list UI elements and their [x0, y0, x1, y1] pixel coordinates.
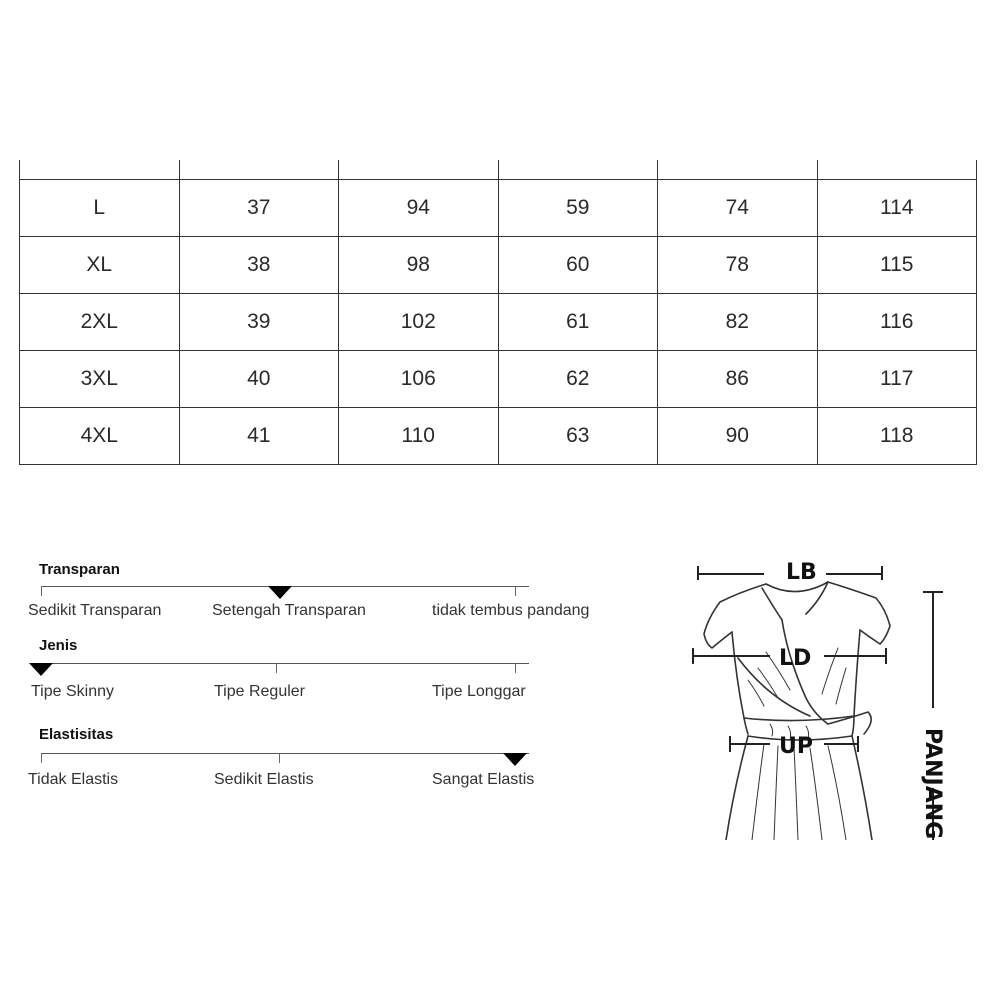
table-cell: 90 — [658, 408, 818, 465]
table-cell — [179, 160, 339, 180]
scale-line — [41, 753, 529, 754]
scale-title: Jenis — [39, 637, 78, 654]
selected-marker-icon — [268, 586, 292, 599]
table-cell: 74 — [658, 180, 818, 237]
table-cell — [498, 160, 658, 180]
table-cell: 82 — [658, 294, 818, 351]
shoulder-width-label: LB — [786, 560, 817, 585]
table-row — [20, 408, 977, 465]
table-cell: 116 — [817, 294, 977, 351]
table-cell: 60 — [498, 237, 658, 294]
table-cell — [339, 160, 499, 180]
table-row — [20, 180, 977, 237]
waist-width-label: UP — [779, 734, 813, 759]
chest-width-label: LD — [779, 646, 812, 671]
size-chart-table — [19, 160, 977, 465]
table-cell: 62 — [498, 351, 658, 408]
scale-option: Sangat Elastis — [432, 771, 535, 788]
size-label-cell: 4XL — [20, 408, 180, 465]
scale-title: Transparan — [39, 561, 120, 578]
table-cell: 41 — [179, 408, 339, 465]
length-label: PANJANG — [920, 728, 945, 840]
table-cell: 78 — [658, 237, 818, 294]
table-cell: 115 — [817, 237, 977, 294]
table-cell: 86 — [658, 351, 818, 408]
scale-option: Setengah Transparan — [212, 602, 366, 619]
table-cell: 114 — [817, 180, 977, 237]
scale-tick — [515, 663, 516, 673]
scale-tick — [276, 663, 277, 673]
scale-option: tidak tembus pandang — [432, 602, 590, 619]
transparency-scale — [28, 561, 618, 623]
dress-measurement-diagram — [678, 548, 950, 840]
size-label-cell: L — [20, 180, 180, 237]
table-cell: 61 — [498, 294, 658, 351]
table-cell — [817, 160, 977, 180]
selected-marker-icon — [503, 753, 527, 766]
scale-tick — [41, 753, 42, 763]
table-cell: 59 — [498, 180, 658, 237]
table-row — [20, 237, 977, 294]
size-label-cell: XL — [20, 237, 180, 294]
measurement-guides — [693, 566, 943, 840]
table-row — [20, 294, 977, 351]
table-cell: 37 — [179, 180, 339, 237]
table-cell: 94 — [339, 180, 499, 237]
scale-option: Tipe Reguler — [214, 683, 306, 700]
table-row — [20, 351, 977, 408]
scale-option: Tipe Skinny — [31, 683, 114, 700]
table-cell: 39 — [179, 294, 339, 351]
elasticity-scale — [28, 726, 618, 792]
scale-option: Sedikit Elastis — [214, 771, 314, 788]
table-cell: 117 — [817, 351, 977, 408]
scale-line — [41, 663, 529, 664]
scale-option: Sedikit Transparan — [28, 602, 162, 619]
size-label-cell: 3XL — [20, 351, 180, 408]
scale-tick — [279, 753, 280, 763]
table-cell: 98 — [339, 237, 499, 294]
scale-title: Elastisitas — [39, 726, 114, 743]
fit-type-scale — [28, 637, 618, 703]
table-cell: 106 — [339, 351, 499, 408]
table-cell: 110 — [339, 408, 499, 465]
table-cell: 118 — [817, 408, 977, 465]
table-cell: 40 — [179, 351, 339, 408]
table-cell — [658, 160, 818, 180]
scale-option: Tidak Elastis — [28, 771, 119, 788]
scale-tick — [515, 586, 516, 596]
table-row-cropped-header — [20, 160, 977, 180]
size-label-cell: 2XL — [20, 294, 180, 351]
dress-sketch-icon — [704, 582, 890, 840]
table-cell: 38 — [179, 237, 339, 294]
table-cell: 63 — [498, 408, 658, 465]
table-cell — [20, 160, 180, 180]
scale-option: Tipe Longgar — [432, 683, 526, 700]
scale-tick — [41, 586, 42, 596]
table-cell: 102 — [339, 294, 499, 351]
selected-marker-icon — [29, 663, 53, 676]
